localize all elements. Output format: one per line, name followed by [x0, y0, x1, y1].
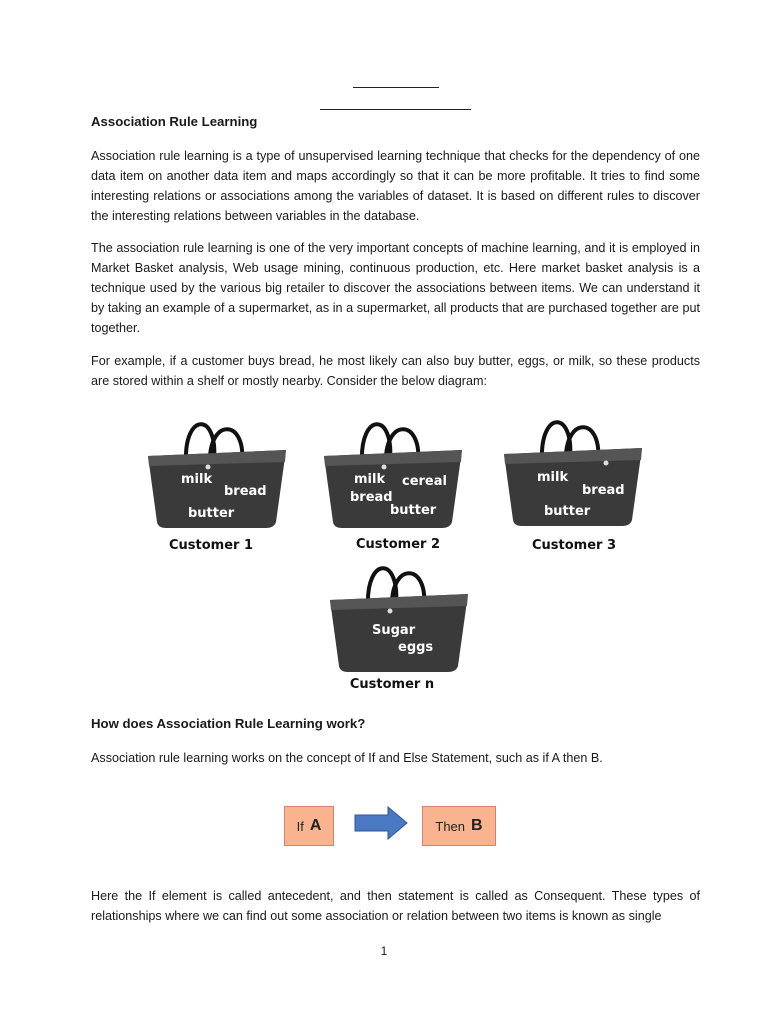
right-arrow-icon [354, 806, 408, 840]
section-heading: Association Rule Learning [91, 114, 258, 129]
paragraph-definition: Association rule learning is a type of unsupervised learning technique that checks for the dependency of one data item on another data item and maps accordingly so that it can be more profitable. It tries to find some interesting relations or associations among the variables of dataset. It is based on different rules to discover the interesting relations between variables in the database. [91, 149, 700, 223]
basket-customer-n [328, 554, 470, 676]
shopping-basket-icon [328, 554, 470, 676]
basket-item-text: butter [544, 504, 591, 519]
customer-label: Customer 1 [168, 538, 254, 553]
shopping-basket-icon [502, 408, 644, 530]
basket-item-text: milk [537, 470, 569, 485]
basket-customer-1 [146, 410, 288, 532]
paragraph-if-then: Association rule learning works on the concept of If and Else Statement, such as if A then B. [91, 751, 603, 765]
then-variable: B [471, 817, 483, 834]
basket-item-text: bread [350, 490, 393, 505]
then-word: Then [435, 818, 466, 834]
paragraph-market-basket: The association rule learning is one of the very important concepts of machine learning, and it is employed in Market Basket analysis, Web usage mining, continuous production, etc. Here market basket analysis is a technique used by the various big retailer to discover the associations between items. We can understand it by taking an example of a supermarket, as in a supermarket, all products that are purchased together are put together. [91, 241, 700, 335]
if-variable: A [309, 817, 322, 834]
customer-label: Customer 3 [531, 538, 617, 553]
shopping-basket-icon [322, 410, 464, 532]
shopping-basket-icon [146, 410, 288, 532]
paragraph-antecedent: Here the If element is called antecedent, and then statement is called as Consequent. These types of relationships where we can find out some association or relation between two items is known as single [91, 889, 700, 923]
header-rule-long [320, 109, 471, 110]
basket-item-text: butter [188, 506, 235, 521]
basket-item-text: milk [181, 472, 213, 487]
customer-label: Customer 2 [355, 537, 441, 552]
basket-item-text: butter [390, 503, 437, 518]
customer-label: Customer n [349, 677, 435, 692]
basket-item-text: bread [582, 483, 625, 498]
if-word: If [296, 818, 304, 834]
paragraph-example: For example, if a customer buys bread, he most likely can also buy butter, eggs, or milk, so these products are stored within a shelf or mostly nearby. Consider the below diagram: [91, 354, 700, 388]
if-box [284, 806, 334, 846]
basket-customer-3 [502, 408, 644, 530]
basket-customer-2 [322, 410, 464, 532]
basket-item-text: Sugar [372, 623, 416, 638]
basket-item-text: milk [354, 472, 386, 487]
basket-item-text: cereal [402, 474, 447, 489]
basket-item-text: bread [224, 484, 267, 499]
header-rule-short [353, 87, 439, 88]
then-box [422, 806, 496, 846]
basket-item-text: eggs [398, 640, 434, 655]
section-heading-how: How does Association Rule Learning work? [91, 716, 366, 731]
page-number: 1 [380, 944, 388, 958]
